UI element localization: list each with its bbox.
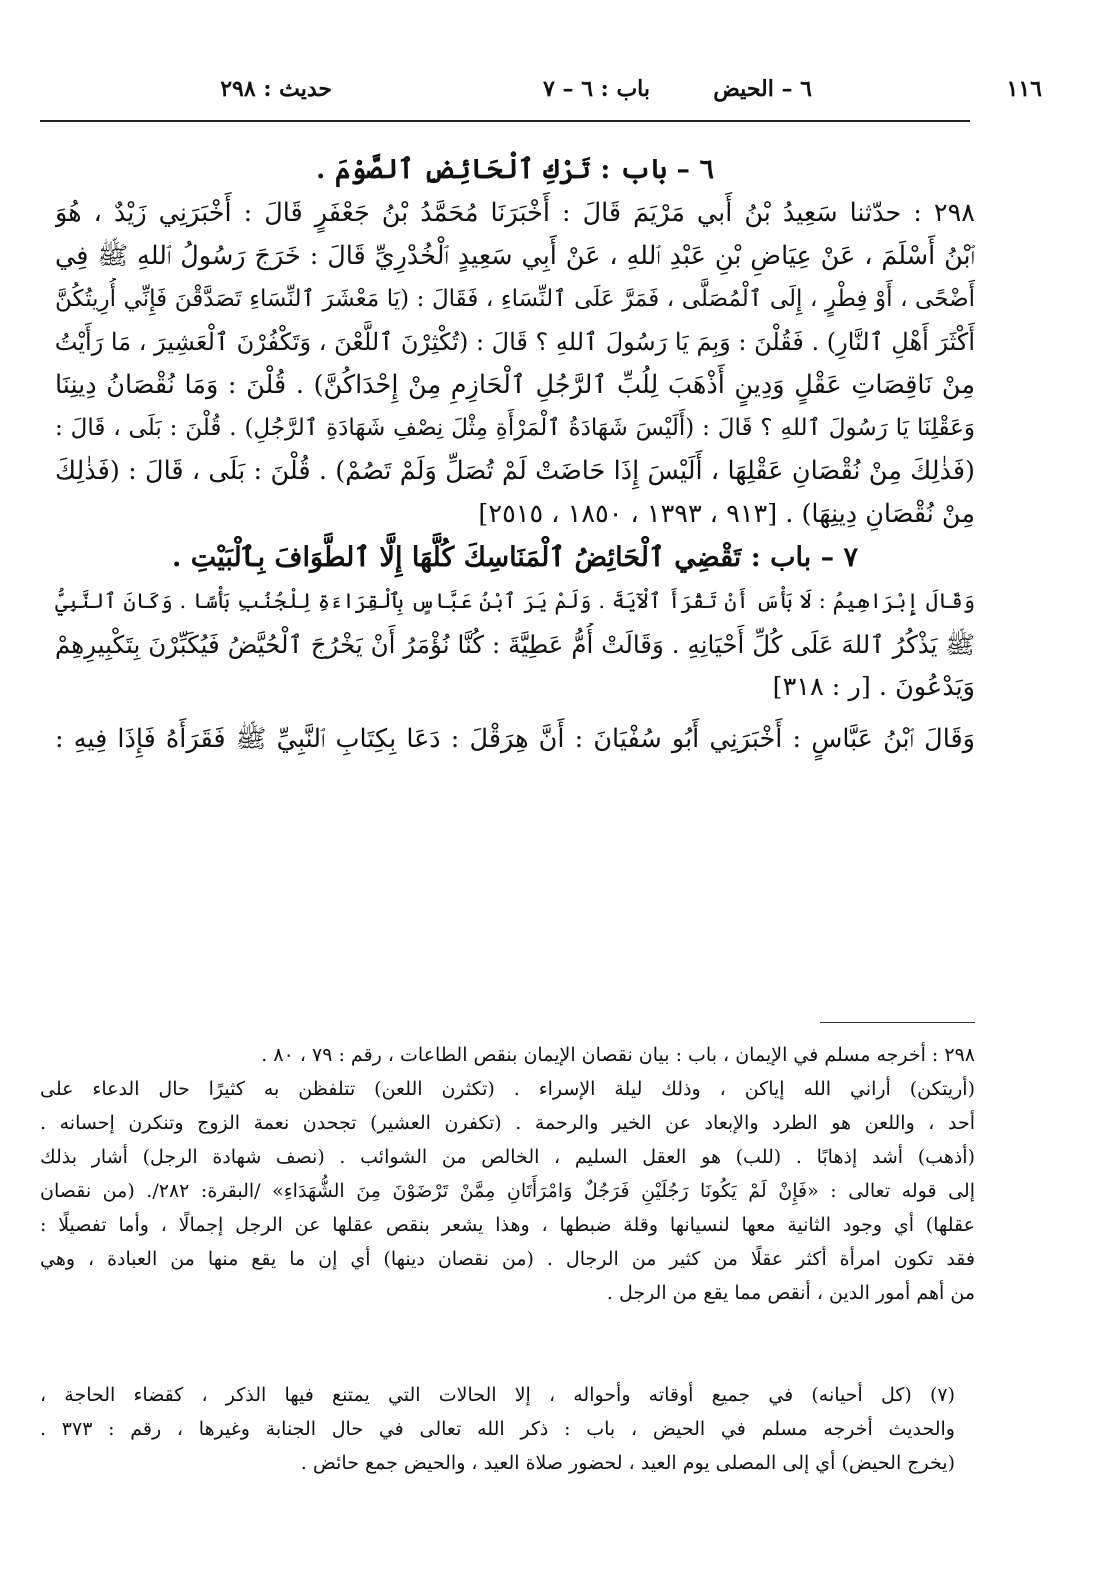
bab-7-text — [55, 580, 975, 761]
hadith-line: وَعَقْلِنَا يَا رَسُولَ ٱللهِ ؟ قَالَ : (أَلَيْسَ شَهَادَةُ ٱلْمَرْأَةِ مِثْلَ نِصْفِ شَهَادَةِ ٱلرَّجُلِ) . قُلْنَ : بَلَى ، قَالَ : — [55, 415, 975, 441]
bab-7-line: ﷺ يَذْكُرُ ٱللهَ عَلَى كُلِّ أَحْيَانِهِ . وَقَالَتْ أُمُّ عَطِيَّةَ : كُنَّا نُؤْمَرُ أَنْ يَخْرُجَ ٱلْحُيَّضُ فَيُكَبِّرْنَ بِتَكْبِيرِهِمْ — [55, 630, 975, 659]
hadith-line: ٢٩٨ : حدّثنا سَعِيدُ بْنُ أَبي مَرْيَمَ قَالَ : أَخْبَرَنَا مُحَمَّدُ بْنُ جَعْفَرٍ قَالَ : أَخْبَرَنِي زَيْدٌ ، هُوَ — [55, 198, 975, 228]
paragraph-gap — [55, 709, 975, 718]
footnote-line: عقلها) أي وجود الثانية معها لنسيانها وقلة ضبطها ، وهذا يشعر بنقص عقلها عن الرجل إجمالًا ، وأما تفصيلًا : — [40, 1214, 975, 1236]
bab-7-heading: ٧ – باب : تَقْضِي ٱلْحَائِضُ ٱلْمَنَاسِكَ كُلَّهَا إِلَّا ٱلطَّوَافَ بِٱلْبَيْتِ . — [171, 542, 859, 573]
footnote-line: (يخرج الحيض) أي إلى المصلى يوم العيد ، لحضور صلاة العيد ، والحيض جمع حائض . — [300, 1452, 955, 1474]
bab-7-line: وَقَالَ إِبْرَاهِيمُ : لَا بَأْسَ أَنْ تَقْرَأَ ٱلْآيَةَ . وَلَمْ يَرَ ٱبْنُ عَبَّاسٍ بِٱلْقِرَاءَةِ لِلْجُنُبِ بَأْسًا . وَكَانَ ٱلنَّبِيُّ — [55, 589, 975, 613]
footnote-line: فقد تكون امرأة أكثر عقلًا من كثير من الرجال . (من نقصان دينها) أي إن ما يقع منها من العبادة ، وهي — [40, 1248, 975, 1270]
running-header — [40, 70, 1070, 116]
footnote-line: إلى قوله تعالى : «فَإِنْ لَمْ يَكُونَا رَجُلَيْنِ فَرَجُلٌ وَامْرَأَتَانِ مِمَّنْ تَرْضَوْنَ مِنَ الشُّهَدَاءِ» /البقرة: ٢٨٢/. (من نقصان — [40, 1180, 975, 1202]
footnote-line: ٢٩٨ : أخرجه مسلم في الإيمان ، باب : بيان نقصان الإيمان بنقص الطاعات ، رقم : ٧٩ ، ٨٠ . — [261, 1044, 975, 1066]
hadith-line: أَضْحًى ، أَوْ فِطْرٍ ، إِلَى ٱلْمُصَلَّى ، فَمَرَّ عَلَى ٱلنِّسَاءِ ، فَقَالَ : (يَا مَعْشَرَ ٱلنِّسَاءِ تَصَدَّقْنَ فَإِنِّي أُرِيتُكُنَّ — [55, 286, 975, 312]
hadith-line: مِنْ نَاقِصَاتِ عَقْلٍ وَدِينٍ أَذْهَبَ لِلُبِّ ٱلرَّجُلِ ٱلْحَازِمِ مِنْ إِحْدَاكُنَّ) . قُلْنَ : وَمَا نُقْصَانُ دِينِنَا — [55, 370, 975, 400]
page-number: ١١٦ — [1006, 76, 1042, 102]
footnote-line: (أذهب) أشد إذهابًا . (للب) هو العقل السليم ، الخالص من الشوائب . (نصف شهادة الرجل) أشار بذلك — [40, 1146, 975, 1168]
footnote-298 — [40, 1038, 975, 1310]
footnote-line: (أريتكن) أراني الله إياكن ، وذلك ليلة الإسراء . (تكثرن اللعن) تتلفظن به كثيرًا حال الدعاء على — [40, 1078, 975, 1100]
footnote-line: من أهم أمور الدين ، أنقص مما يقع من الرجل . — [606, 1282, 975, 1304]
bab-range: باب : ٦ – ٧ — [543, 76, 650, 102]
footnote-7 — [40, 1378, 955, 1480]
main-text — [55, 148, 975, 761]
footnote-rule — [820, 1022, 975, 1023]
hadith-number: حديث : ٢٩٨ — [220, 76, 332, 102]
footnote-line: والحديث أخرجه مسلم في الحيض ، باب : ذكر الله تعالى في حال الجنابة وغيرها ، رقم : ٣٧٣ . — [40, 1418, 955, 1440]
bab-7-line: وَقَالَ ٱبْنُ عَبَّاسٍ : أَخْبَرَنِي أَبُو سُفْيَانَ : أَنَّ هِرَقْلَ : دَعَا بِكِتَابِ ٱلنَّبِيِّ ﷺ فَقَرَأَهُ فَإِذَا فِيهِ : — [55, 724, 975, 754]
chapter-title: ٦ – الحيض — [713, 76, 812, 102]
hadith-298 — [55, 192, 975, 536]
bab-7-line: وَيَدْعُونَ . [ر : ٣١٨] — [772, 672, 975, 702]
hadith-line: (فَذٰلِكَ مِنْ نُقْصَانِ عَقْلِهَا ، أَلَيْسَ إِذَا حَاضَتْ لَمْ تُصَلِّ وَلَمْ تَصُمْ) . قُلْنَ : بَلَى ، قَالَ : (فَذٰلِكَ — [55, 456, 975, 486]
bab-6-heading: ٦ – باب : تَرْكِ ٱلْحَائِضِ ٱلصَّوْمَ . — [316, 154, 714, 185]
hadith-line-references: مِنْ نُقْصَانِ دِينِهَا) . [٩١٣ ، ١٣٩٣ ، ١٨٥٠ ، ٢٥١٥] — [478, 499, 975, 529]
hadith-line: أَكْثَرَ أَهْلِ ٱلنَّارِ) . فَقُلْنَ : وَبِمَ يَا رَسُولَ ٱللهِ ؟ قَالَ : (تُكْثِرْنَ ٱللَّعْنَ ، وَتَكْفُرْنَ ٱلْعَشِيرَ ، مَا رَأَيْتُ — [55, 328, 975, 356]
footnote-line: أحد ، واللعن هو الطرد والإبعاد عن الخير والرحمة . (تكفرن العشير) تجحدن نعمة الزوج وتنكرن إحسانه . — [40, 1112, 975, 1134]
footnote-line: (٧) (كل أحيانه) في جميع أوقاته وأحواله ، إلا الحالات التي يمتنع فيها الذكر ، كقضاء الحاجة ، — [40, 1384, 955, 1406]
hadith-line: ٱبْنُ أَسْلَمَ ، عَنْ عِيَاضِ بْنِ عَبْدِ ٱللهِ ، عَنْ أَبِي سَعِيدٍ ٱلْخُدْرِيِّ قَالَ : خَرَجَ رَسُولُ ٱللهِ ﷺ فِي — [55, 241, 975, 271]
header-rule — [40, 120, 970, 122]
